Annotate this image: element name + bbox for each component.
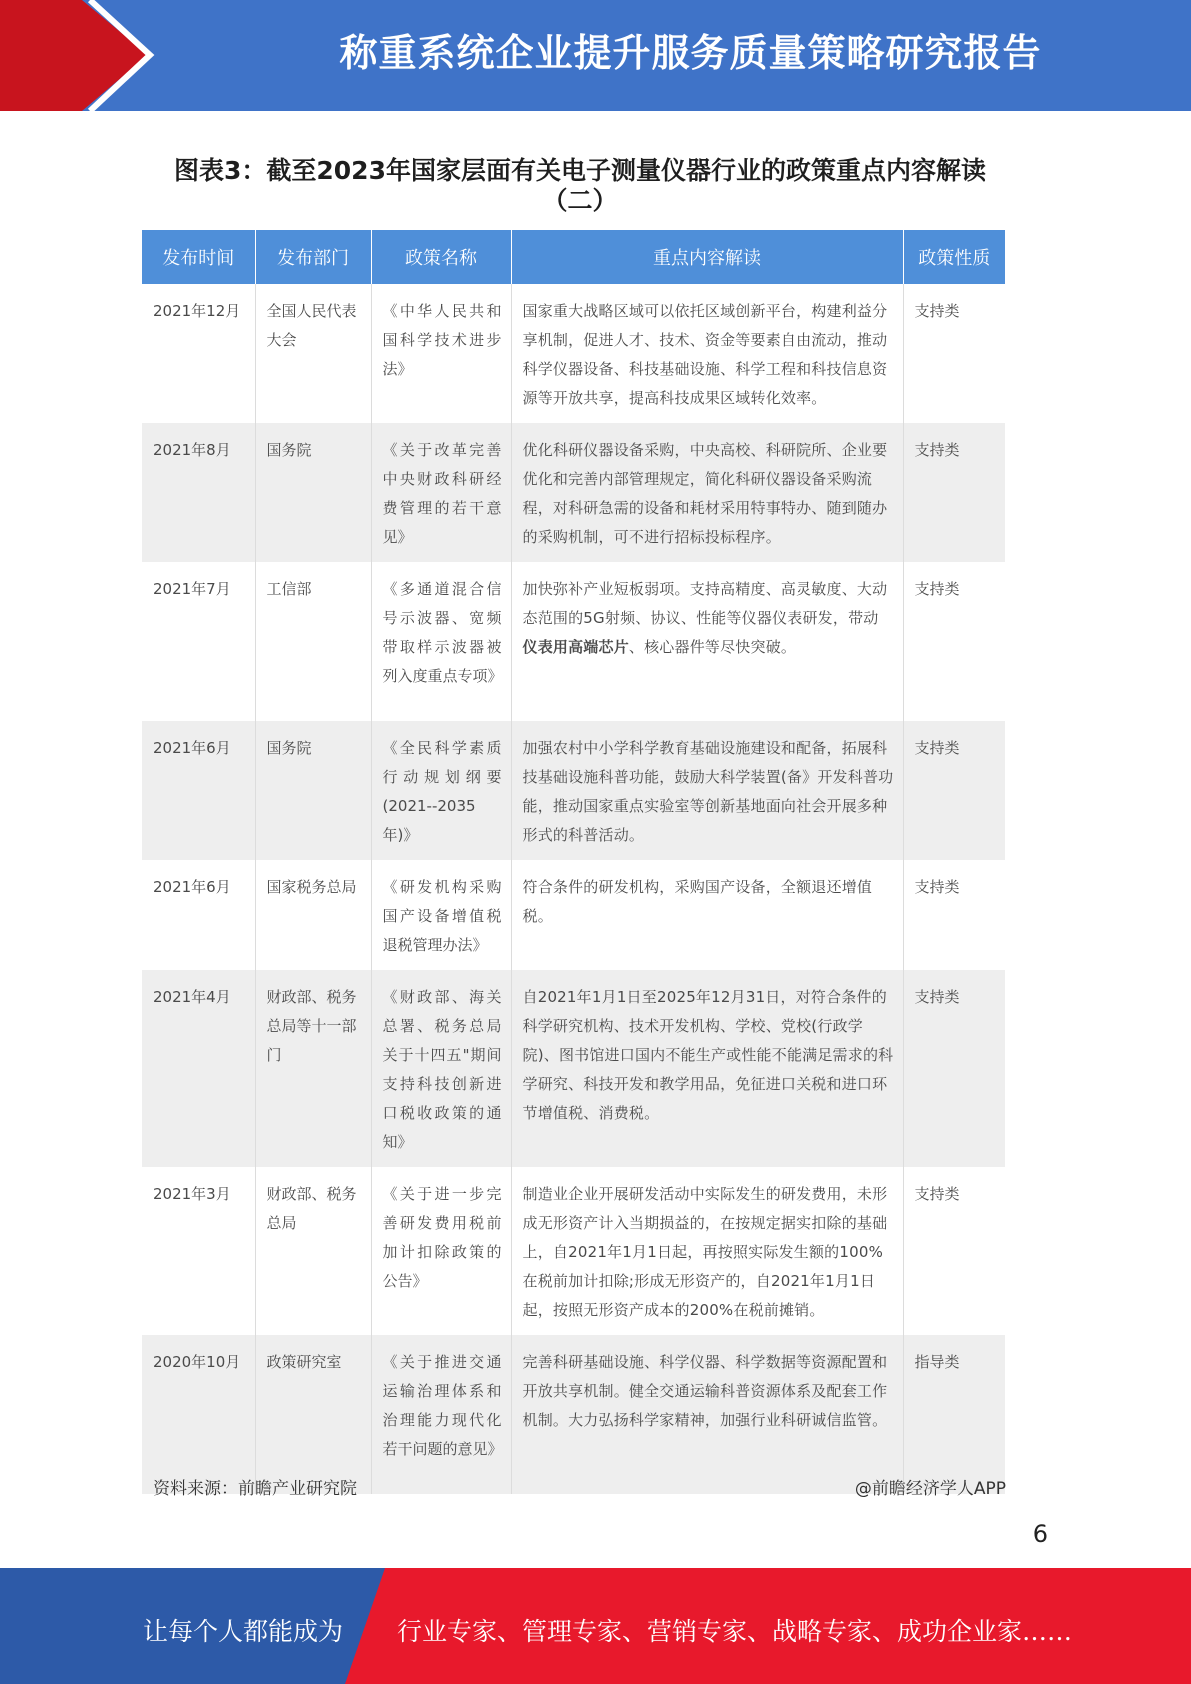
cell-nature: 支持类 [903,284,1005,423]
source-note: 资料来源：前瞻产业研究院 [153,1479,357,1499]
content-text: 加快弥补产业短板弱项。支持高精度、高灵敏度、大动态范围的5G射频、协议、性能等仪器仪表研发，带动 [522,580,888,627]
cell-policy: 《关于进一步完善研发费用税前加计扣除政策的公告》 [371,1167,511,1335]
cell-nature: 支持类 [903,970,1005,1167]
table-row [142,860,1005,970]
source-app-credit: @前瞻经济学人APP [854,1479,1006,1499]
table-row [142,562,1005,721]
cell-policy: 《关于改革完善中央财政科研经费管理的若干意见》 [371,423,511,562]
cell-dept: 工信部 [255,562,371,721]
figure-title: 图表3：截至2023年国家层面有关电子测量仪器行业的政策重点内容解读（二） [174,156,986,215]
cell-content: 制造业企业开展研发活动中实际发生的研发费用，未形成无形资产计入当期损益的，在按规定据实扣除的基础上，自2021年1月1日起，再按照实际发生额的100%在税前加计扣除;形成无形资产的，自2021年1月1日起，按照无形资产成本的200%在税前摊销。 [511,1167,903,1335]
column-header-date: 发布时间 [142,230,255,284]
cell-content: 符合条件的研发机构，采购国产设备，全额退还增值税。 [511,860,903,970]
cell-date: 2021年6月 [142,860,255,970]
footer-slogan-right: 行业专家、管理专家、营销专家、战略专家、成功企业家…… [397,1617,1073,1646]
cell-policy: 《财政部、海关总署、税务总局关于十四五"期间支持科技创新进口税收政策的通知》 [371,970,511,1167]
cell-content: 国家重大战略区域可以依托区域创新平台，构建利益分享机制，促进人才、技术、资金等要素自由流动，推动科学仪器设备、科技基础设施、科学工程和科技信息资源等开放共享，提高科技成果区域转化效率。 [511,284,903,423]
cell-policy: 《研发机构采购国产设备增值税退税管理办法》 [371,860,511,970]
cell-date: 2021年7月 [142,562,255,721]
cell-dept: 国务院 [255,721,371,860]
table-row [142,284,1005,423]
cell-policy: 《中华人民共和国科学技术进步法》 [371,284,511,423]
cell-dept: 财政部、税务总局等十一部门 [255,970,371,1167]
table-row [142,1167,1005,1335]
cell-dept: 全国人民代表大会 [255,284,371,423]
cell-nature: 指导类 [903,1335,1005,1494]
policy-table [142,230,1005,1494]
cell-date: 2021年12月 [142,284,255,423]
column-header-content: 重点内容解读 [511,230,903,284]
table-header-row [142,230,1005,284]
cell-date: 2020年10月 [142,1335,255,1494]
content-highlight: 仪表用高端芯片 [522,638,629,656]
content-text: 、核心器件等尽快突破。 [628,638,797,656]
cell-date: 2021年4月 [142,970,255,1167]
cell-content: 完善科研基础设施、科学仪器、科学数据等资源配置和开放共享机制。健全交通运输科普资源体系及配套工作机制。大力弘扬科学家精神，加强行业科研诚信监管。 [511,1335,903,1494]
page-number: 6 [1032,1520,1048,1548]
cell-policy: 《关于推进交通运输治理体系和治理能力现代化若干问题的意见》 [371,1335,511,1494]
cell-nature: 支持类 [903,423,1005,562]
column-header-nature: 政策性质 [903,230,1005,284]
cell-nature: 支持类 [903,1167,1005,1335]
cell-policy: 《多通道混合信号示波器、宽频带取样示波器被列入度重点专项》 [371,562,511,721]
table-row [142,1335,1005,1494]
column-header-dept: 发布部门 [255,230,371,284]
cell-date: 2021年3月 [142,1167,255,1335]
cell-content [511,562,903,721]
cell-dept: 国务院 [255,423,371,562]
table-row [142,423,1005,562]
table-row [142,970,1005,1167]
cell-content: 优化科研仪器设备采购，中央高校、科研院所、企业要优化和完善内部管理规定，简化科研仪器设备采购流程，对科研急需的设备和耗材采用特事特办、随到随办的采购机制，可不进行招标投标程序。 [511,423,903,562]
cell-content: 自2021年1月1日至2025年12月31日，对符合条件的科学研究机构、技术开发机构、学校、党校(行政学院)、图书馆进口国内不能生产或性能不能满足需求的科学研究、科技开发和教学用品，免征进口关税和进口环节增值税、消费税。 [511,970,903,1167]
cell-date: 2021年8月 [142,423,255,562]
cell-nature: 支持类 [903,562,1005,721]
cell-policy: 《全民科学素质行动规划纲要(2021--2035年)》 [371,721,511,860]
cell-dept: 国家税务总局 [255,860,371,970]
footer-slogan-left: 让每个人都能成为 [143,1617,344,1646]
column-header-policy: 政策名称 [371,230,511,284]
cell-content: 加强农村中小学科学教育基础设施建设和配备，拓展科技基础设施科普功能，鼓励大科学装置(备》开发科普功能，推动国家重点实验室等创新基地面向社会开展多种形式的科普活动。 [511,721,903,860]
table-row [142,721,1005,860]
cell-dept: 政策研究室 [255,1335,371,1494]
cell-dept: 财政部、税务总局 [255,1167,371,1335]
cell-nature: 支持类 [903,860,1005,970]
cell-date: 2021年6月 [142,721,255,860]
report-title: 称重系统企业提升服务质量策略研究报告 [339,31,1042,75]
cell-nature: 支持类 [903,721,1005,860]
header-banner [0,0,1191,111]
